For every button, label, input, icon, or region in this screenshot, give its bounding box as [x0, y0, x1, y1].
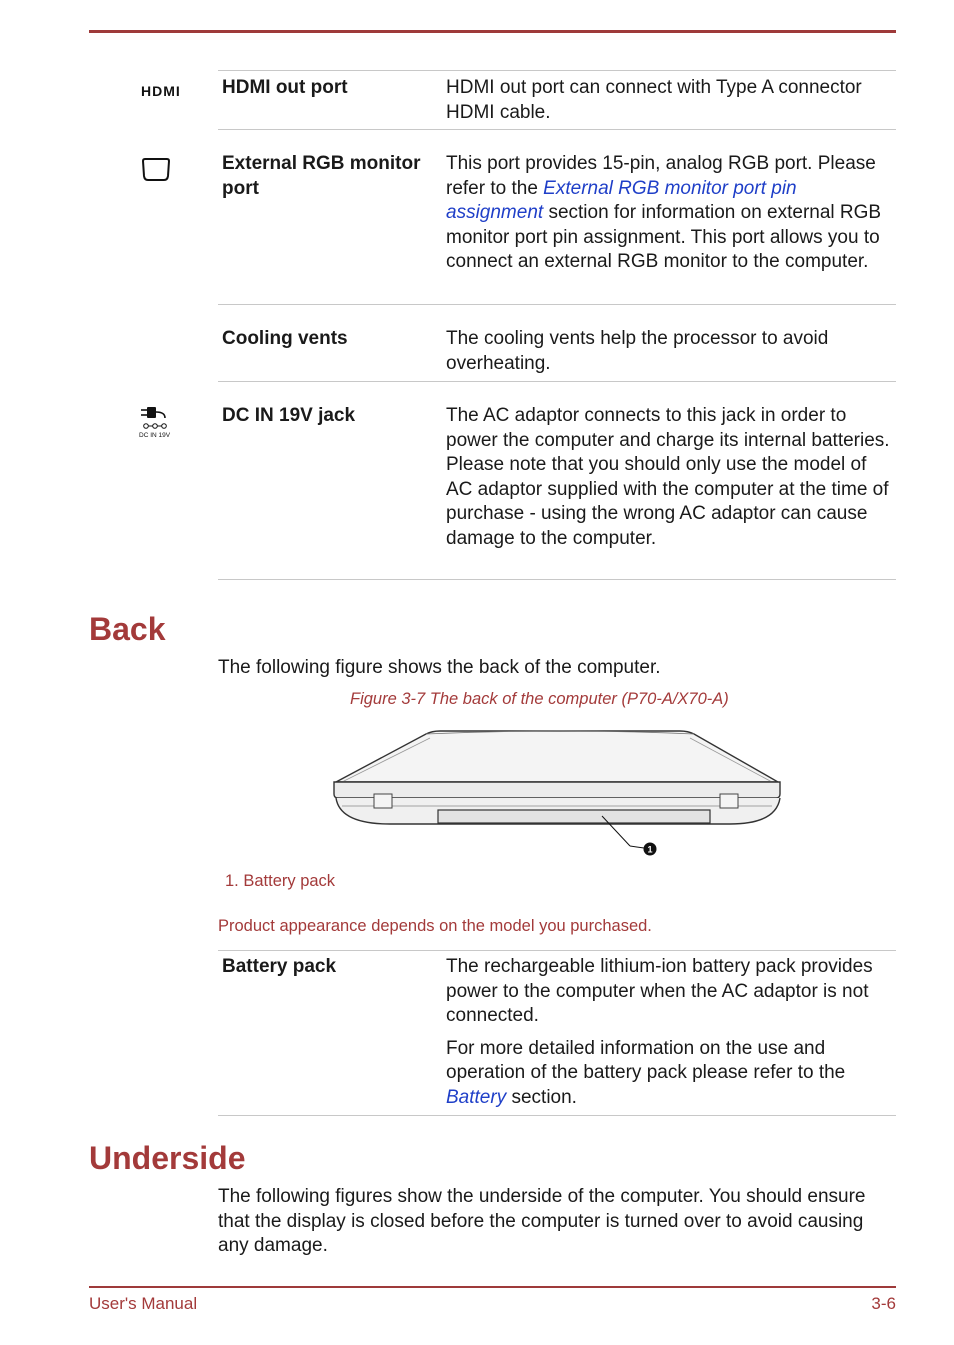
- dc-in-icon: [137, 404, 177, 445]
- table-row-rgb: [218, 129, 896, 305]
- page-number: 3-6: [871, 1294, 896, 1313]
- laptop-back-figure: [330, 728, 790, 869]
- table-row-dc-in: [218, 381, 896, 580]
- battery-para-2: [446, 1037, 896, 1111]
- top-rule: [89, 30, 896, 33]
- back-intro: The following figure shows the back of the computer.: [218, 657, 661, 678]
- dc-in-icon-text: DC IN 19V: [139, 432, 171, 439]
- rgb-pin-assignment-link[interactable]: External RGB monitor port pin assignment: [446, 177, 797, 223]
- battery-name: Battery pack: [222, 956, 337, 977]
- battery-description: [446, 955, 896, 1118]
- section-heading-back: Back: [89, 611, 166, 647]
- figure-caption: Figure 3-7 The back of the computer (P70-A/X70-A): [350, 690, 729, 708]
- battery-para-text: section.: [506, 1086, 577, 1108]
- footer-title: User's Manual: [89, 1294, 198, 1313]
- port-name: HDMI out port: [222, 77, 348, 98]
- port-description: HDMI out port can connect with Type A connector HDMI cable.: [446, 77, 862, 123]
- hdmi-icon: [141, 84, 203, 103]
- table-row-hdmi: [218, 70, 896, 130]
- port-description-text: section for information on external RGB monitor port pin assignment. This port allows you to connect an external RGB monitor to the computer.: [446, 202, 882, 272]
- figure-legend-item: 1. Battery pack: [225, 872, 336, 890]
- port-description: The cooling vents help the processor to avoid overheating.: [446, 328, 829, 374]
- port-name: DC IN 19V jack: [222, 405, 356, 426]
- port-description: [446, 152, 896, 275]
- battery-para-1: The rechargeable lithium-ion battery pack provides power to the computer when the AC adaptor is not connected.: [446, 956, 873, 1026]
- port-name: External RGB monitor port: [222, 153, 421, 199]
- underside-intro: The following figures show the underside of the computer. You should ensure that the display is closed before the computer is turned over to avoid causing any damage.: [218, 1186, 866, 1256]
- battery-para-text: For more detailed information on the use and operation of the battery pack please refer to the: [446, 1037, 846, 1083]
- port-description: The AC adaptor connects to this jack in order to power the computer and charge its internal batteries. Please note that you should only use the model of AC adaptor supplied with the computer at the time of purchase - using the wrong AC adaptor can cause damage to the computer.: [446, 405, 890, 549]
- port-description-text: This port provides 15-pin, analog RGB port. Please refer to the: [446, 153, 876, 199]
- callout-number: 1: [647, 844, 653, 855]
- table-row-cooling: [218, 304, 896, 382]
- appearance-note: Product appearance depends on the model you purchased.: [218, 917, 652, 935]
- footer-rule: [89, 1286, 896, 1288]
- battery-link[interactable]: Battery: [446, 1086, 507, 1108]
- table-row-battery: [218, 950, 896, 1116]
- hdmi-icon-text: HDMI: [141, 84, 181, 98]
- port-name: Cooling vents: [222, 328, 348, 349]
- rgb-port-icon: [141, 158, 171, 187]
- section-heading-underside: Underside: [89, 1140, 246, 1176]
